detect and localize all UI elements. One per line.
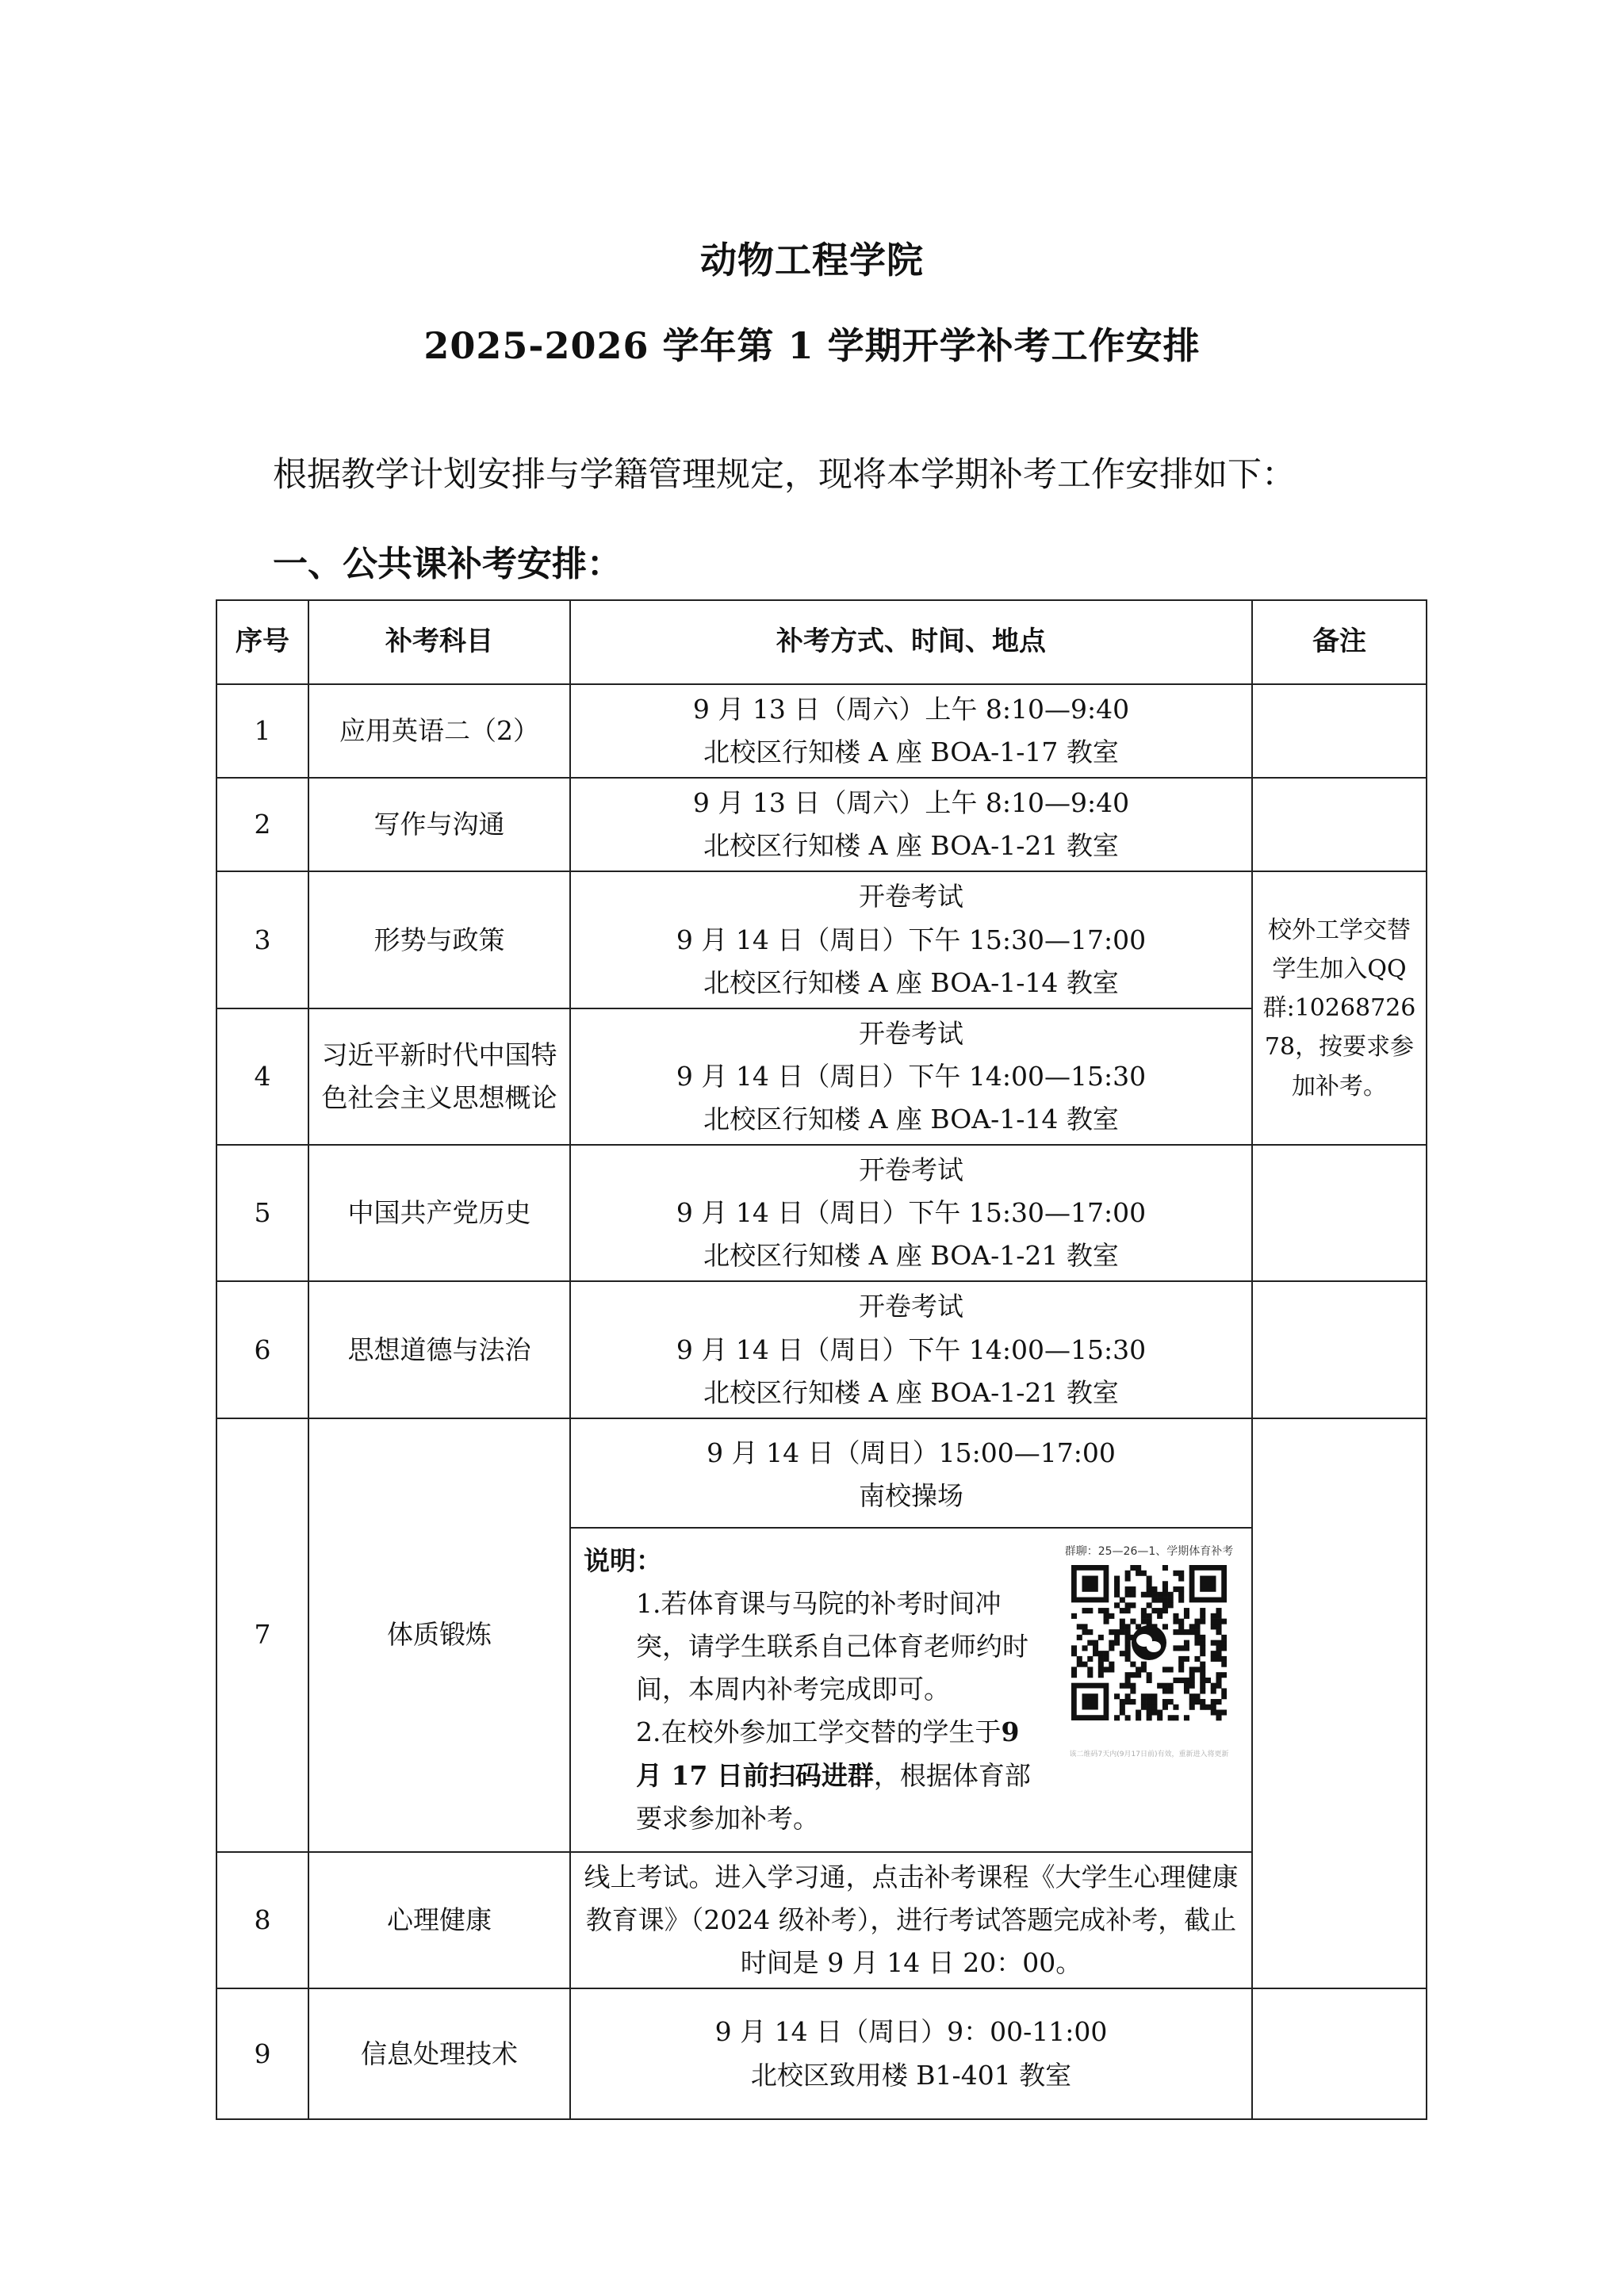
- detail-line: 北校区行知楼 A 座 BOA-1-21 教室: [703, 1376, 1119, 1408]
- detail-line: 开卷考试: [859, 1154, 963, 1186]
- row-details: [570, 871, 1252, 1008]
- row-remark: [1252, 1281, 1427, 1418]
- detail-line: 北校区行知楼 A 座 BOA-1-21 教室: [703, 830, 1119, 862]
- row-number: 7: [216, 1418, 308, 1852]
- table-row: [216, 1145, 1427, 1281]
- row-subject: 心理健康: [308, 1852, 570, 1988]
- section-heading: 一、公共课补考安排：: [273, 544, 622, 584]
- row-subject: 形势与政策: [308, 871, 570, 1008]
- row-subject: 体质锻炼: [308, 1418, 570, 1852]
- table-row: [216, 684, 1427, 778]
- detail-line: 北校区行知楼 A 座 BOA-1-21 教室: [703, 1240, 1119, 1272]
- detail-line: 9 月 14 日（周日）下午 14:00—15:30: [676, 1060, 1147, 1092]
- row-subject: 应用英语二（2）: [308, 684, 570, 778]
- table-row: [216, 1852, 1427, 1988]
- row-details: [570, 1008, 1252, 1145]
- makeup-exam-table: [216, 599, 1427, 2120]
- detail-line: 开卷考试: [859, 1017, 963, 1049]
- detail-line: 9 月 13 日（周六）上午 8:10—9:40: [692, 694, 1130, 725]
- detail-line: 9 月 14 日（周日）9：00-11:00: [714, 2016, 1108, 2048]
- row-details: [570, 1281, 1252, 1418]
- row-subject: 写作与沟通: [308, 778, 570, 871]
- detail-line: 北校区行知楼 A 座 BOA-1-14 教室: [703, 1103, 1119, 1135]
- pe-note-item-2-prefix: 2.在校外参加工学交替的学生于: [636, 1716, 1002, 1748]
- header-details: 补考方式、时间、地点: [570, 600, 1252, 684]
- row-details: [570, 1145, 1252, 1281]
- row-number: 2: [216, 778, 308, 871]
- pe-note-label: 说明：: [584, 1544, 662, 1576]
- document-title: 动物工程学院: [700, 239, 924, 281]
- row-number: 6: [216, 1281, 308, 1418]
- detail-text: 线上考试。进入学习通，点击补考课程《大学生心理健康教育课》（2024 级补考），进行考试答题完成补考，截止时间是 9 月 14 日 20：00。: [584, 1861, 1239, 1978]
- pe-note-item-2-suffix: ，根据体育部要求参加补考。: [636, 1759, 1031, 1834]
- qr-footer-note: 该二维码7天内(9月17日前)有效，重新进入将更新: [1069, 1751, 1229, 1759]
- qr-caption: 群聊：25—26—1、学期体育补考: [1064, 1544, 1234, 1558]
- intro-paragraph: 根据教学计划安排与学籍管理规定，现将本学期补考工作安排如下：: [273, 455, 1296, 495]
- row-details: [570, 1852, 1252, 1988]
- detail-line: 开卷考试: [859, 881, 963, 913]
- row-number: 9: [216, 1988, 308, 2119]
- row-number: 8: [216, 1852, 308, 1988]
- row-number: 5: [216, 1145, 308, 1281]
- table-row: [216, 871, 1427, 1008]
- table-row: [216, 1418, 1427, 1852]
- row-subject: 信息处理技术: [308, 1988, 570, 2119]
- row-details: [570, 684, 1252, 778]
- header-subject: 补考科目: [308, 600, 570, 684]
- pe-note-text: [584, 1540, 1048, 1840]
- table-row: [216, 1281, 1427, 1418]
- row-number: 4: [216, 1008, 308, 1145]
- header-remark: 备注: [1252, 600, 1427, 684]
- row-number: 1: [216, 684, 308, 778]
- row-remark: [1252, 778, 1427, 871]
- pe-note-item-2: [584, 1711, 1048, 1839]
- detail-line: 南校操场: [859, 1479, 963, 1511]
- row-remark: [1252, 684, 1427, 778]
- detail-line: 开卷考试: [859, 1291, 963, 1322]
- table-header-row: [216, 600, 1427, 684]
- row-details: [570, 1988, 1252, 2119]
- pe-note-item-1: 1.若体育课与马院的补考时间冲突，请学生联系自己体育老师约时间，本周内补考完成即可。: [636, 1588, 1028, 1705]
- detail-line: 9 月 14 日（周日）下午 15:30—17:00: [676, 924, 1147, 955]
- detail-line: 北校区致用楼 B1-401 教室: [750, 2059, 1072, 2091]
- document-subtitle: 2025-2026 学年第 1 学期开学补考工作安排: [423, 324, 1201, 367]
- row-subject: 思想道德与法治: [308, 1281, 570, 1418]
- detail-line: 9 月 13 日（周六）上午 8:10—9:40: [692, 787, 1130, 819]
- detail-line: 9 月 14 日（周日）下午 14:00—15:30: [676, 1334, 1147, 1365]
- table-row: [216, 1008, 1427, 1145]
- detail-line: 9 月 14 日（周日）下午 15:30—17:00: [676, 1197, 1147, 1229]
- row-remark: [1252, 1145, 1427, 1281]
- row-remark-qq-group: 校外工学交替学生加入QQ群:1026872678，按要求参加补考。: [1252, 871, 1427, 1145]
- qr-code-icon[interactable]: [1071, 1565, 1227, 1741]
- row-remark: [1252, 1418, 1427, 1988]
- header-no: 序号: [216, 600, 308, 684]
- detail-line: 9 月 14 日（周日）15:00—17:00: [707, 1437, 1116, 1468]
- row-details-pe: [570, 1418, 1252, 1852]
- row-remark: [1252, 1988, 1427, 2119]
- row-subject: 习近平新时代中国特色社会主义思想概论: [308, 1008, 570, 1145]
- qr-code-card: [1055, 1540, 1243, 1840]
- detail-line: 北校区行知楼 A 座 BOA-1-14 教室: [703, 966, 1119, 998]
- pe-note-item-2-bold: 9 月 17 日前扫码进群: [636, 1716, 1020, 1791]
- table-row: [216, 778, 1427, 871]
- pe-schedule: [571, 1419, 1251, 1529]
- pe-note: [571, 1529, 1251, 1851]
- table-row: [216, 1988, 1427, 2119]
- row-subject: 中国共产党历史: [308, 1145, 570, 1281]
- row-details: [570, 778, 1252, 871]
- row-number: 3: [216, 871, 308, 1008]
- detail-line: 北校区行知楼 A 座 BOA-1-17 教室: [703, 737, 1119, 768]
